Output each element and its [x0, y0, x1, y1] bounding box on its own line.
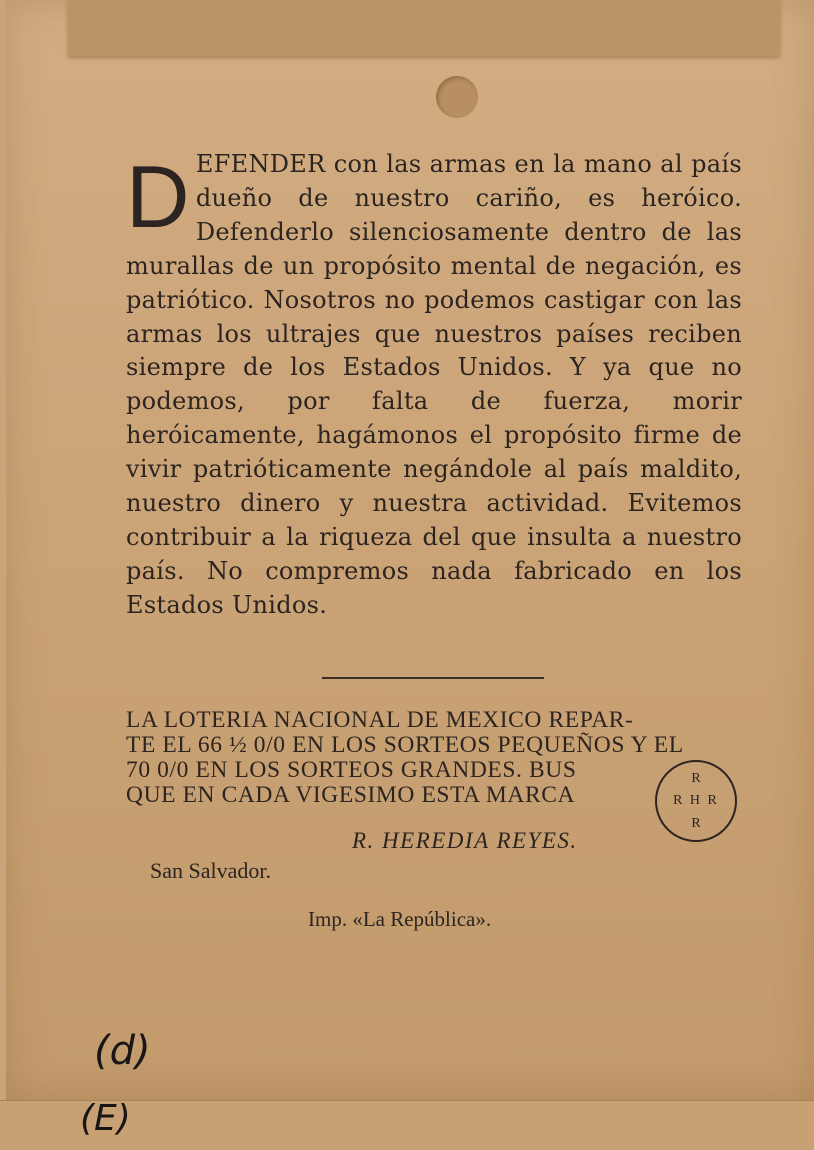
handwritten-label-e: (E) [80, 1098, 131, 1139]
section-divider [322, 677, 544, 679]
seal-top-letter: R [691, 771, 701, 786]
seal-bottom-letter: R [691, 816, 701, 831]
article-text: con las armas en la mano al país dueño de nuestro cariño, es heróico. Defenderlo silenciosamente dentro de las murallas de un propósito mental de negación, es patriótico. Nosotros no podemos castigar con las armas los ultrajes que nuestros países reciben siempre de los Estados Unidos. Y ya que no podemos, por falta de fuerza, morir heróicamente, hagámonos el propósito firme de vivir patrióticamente negándole al país maldito, nuestro dinero y nuestra actividad. Evitemos contribuir a la riqueza del que insulta a nuestro país. No compremos nada fabricado en los Estados Unidos. [126, 150, 742, 619]
rhr-seal-icon [655, 760, 737, 842]
drop-cap: D [126, 147, 190, 246]
article-body [126, 148, 742, 623]
signature: R. HEREDIA REYES. [352, 828, 578, 853]
mounting-tape [68, 0, 780, 56]
advert-line: TE EL 66 ½ 0/0 EN LOS SORTEOS PEQUEÑOS Y EL [126, 732, 684, 758]
place-of-print: San Salvador. [150, 858, 271, 883]
seal-middle-letters: R H R [673, 793, 719, 808]
advert-line: LA LOTERIA NACIONAL DE MEXICO REPAR- [126, 707, 634, 733]
punch-hole [436, 76, 478, 118]
advert-line: QUE EN CADA VIGESIMO ESTA MARCA [126, 782, 576, 808]
advert-line: 70 0/0 EN LOS SORTEOS GRANDES. BUS [126, 757, 577, 783]
article-lead-word: EFENDER [195, 150, 326, 178]
lottery-advertisement [126, 708, 746, 808]
printer-imprint: Imp. «La República». [308, 907, 492, 931]
handwritten-label-d: (d) [94, 1028, 151, 1074]
